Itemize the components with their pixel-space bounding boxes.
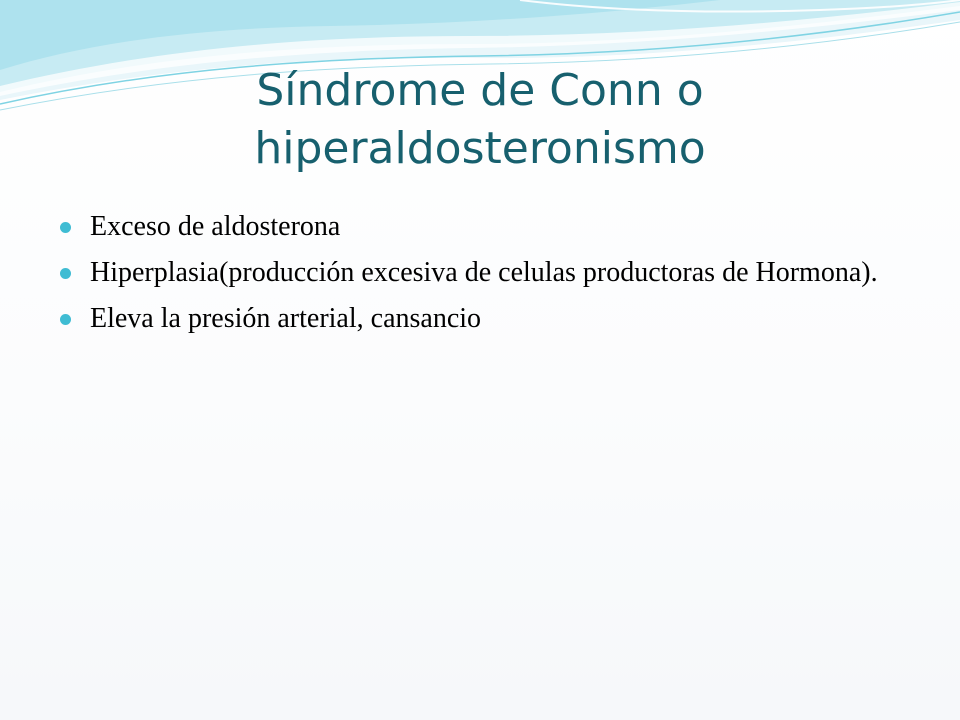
slide-title-line-1: Síndrome de Conn o: [256, 65, 704, 116]
bullet-item: [60, 210, 880, 244]
bullet-item: [60, 256, 880, 290]
bullet-item: [60, 302, 880, 336]
bullet-dot-icon: [60, 268, 71, 279]
bullet-text: Exceso de aldosterona: [90, 211, 341, 242]
bullet-dot-icon: [60, 314, 71, 325]
bullet-text: Eleva la presión arterial, cansancio: [90, 303, 482, 334]
bullet-dot-icon: [60, 222, 71, 233]
bullet-text: Hiperplasia(producción excesiva de celulas productoras de Hormona).: [90, 257, 878, 288]
bullet-list: [60, 210, 880, 348]
slide-title-line-2: hiperaldosteronismo: [254, 123, 706, 174]
slide-title: [120, 62, 840, 178]
